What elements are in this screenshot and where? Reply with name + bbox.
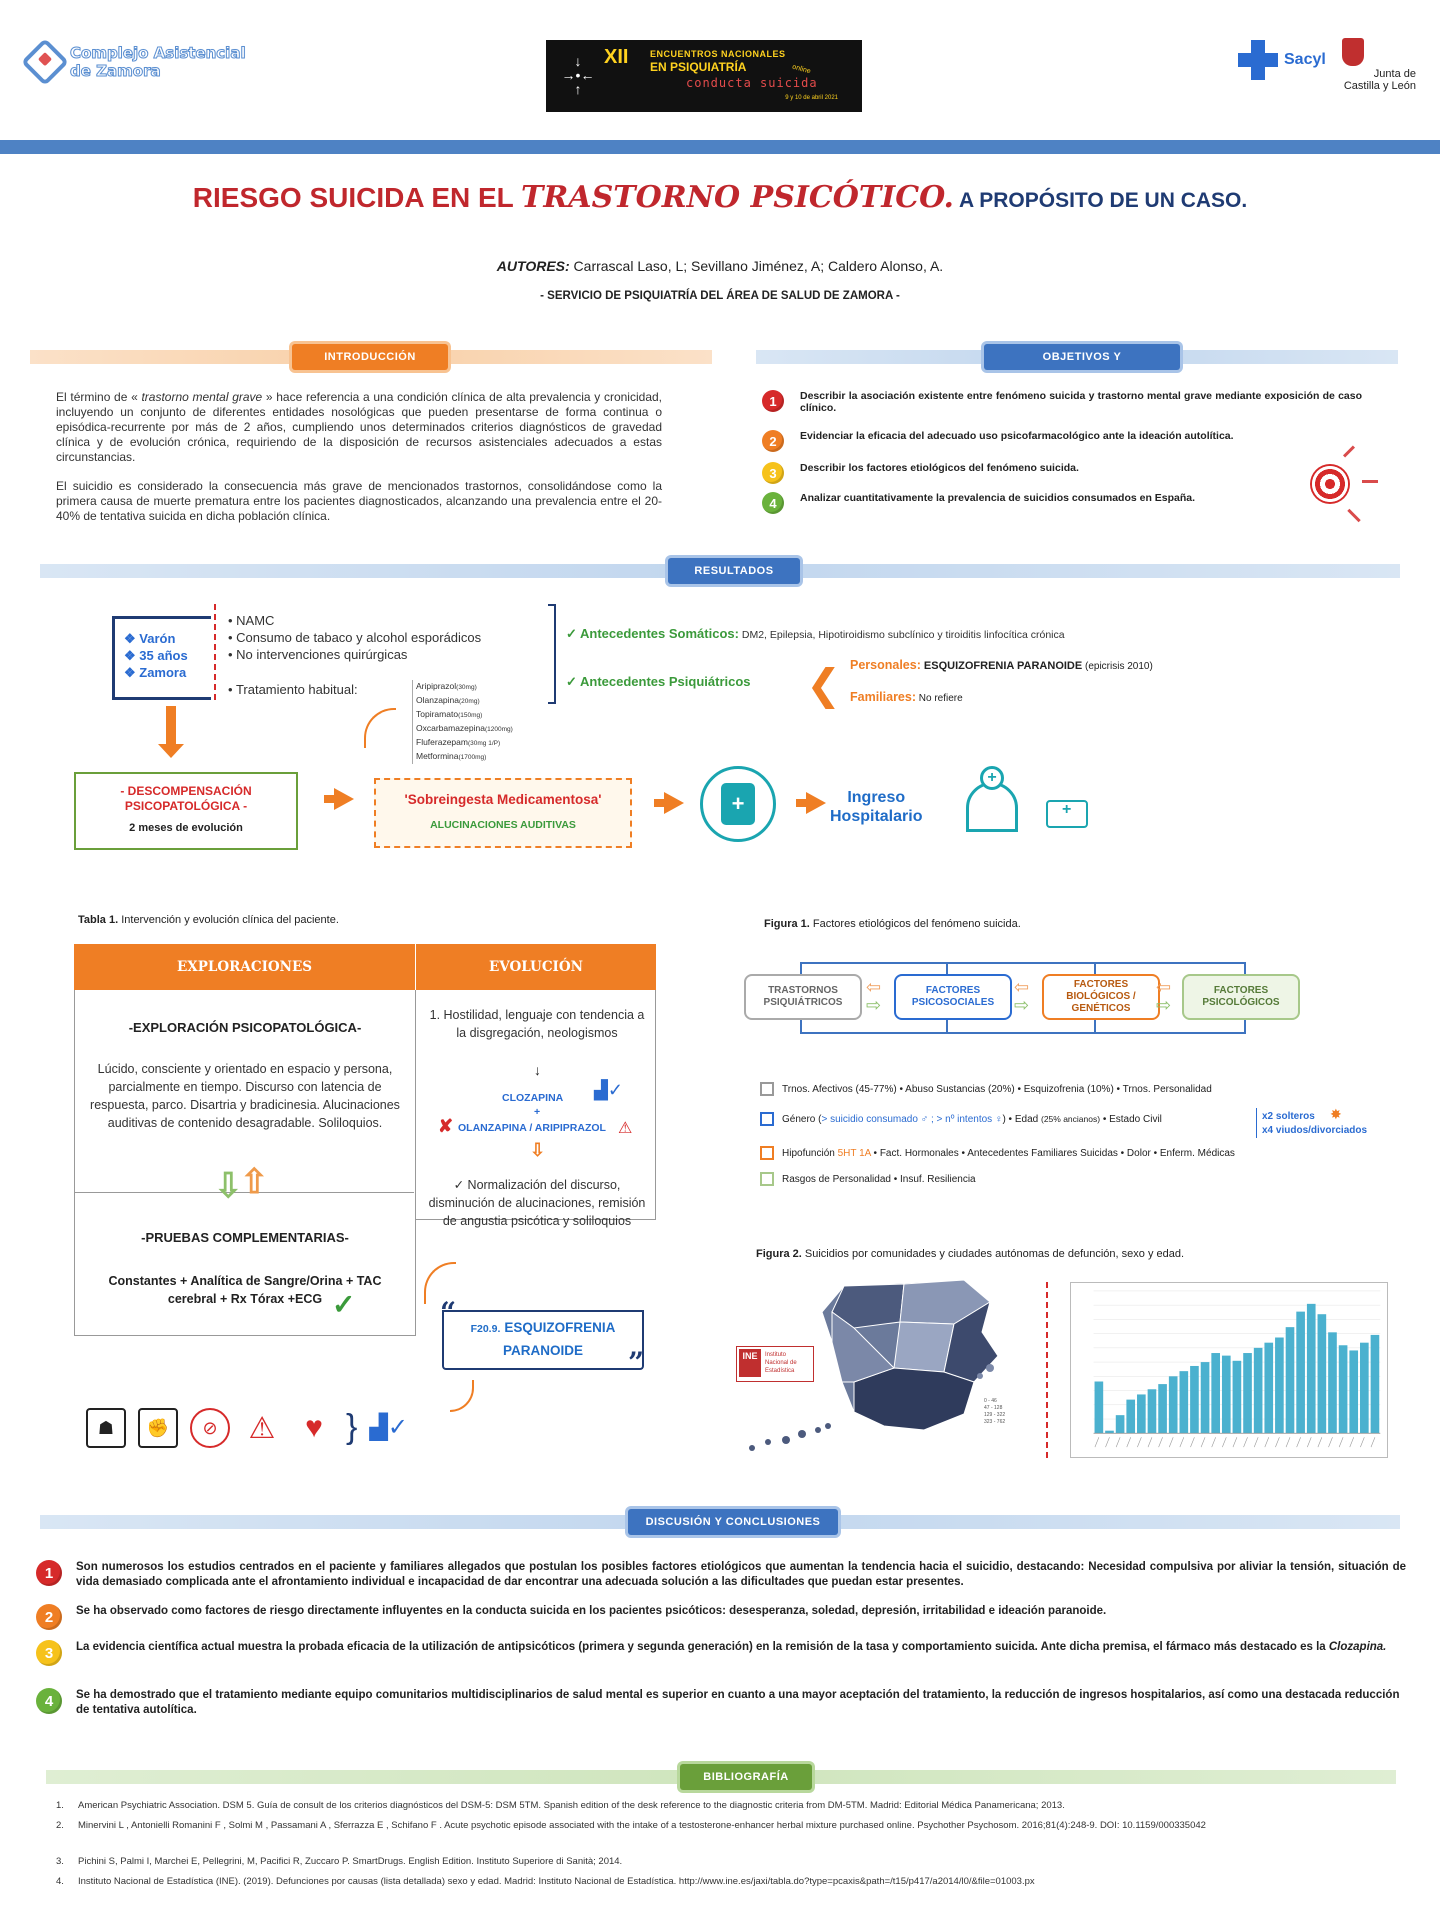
arrow-left-icon: ⇦ (1156, 977, 1172, 997)
diagnosis-code: F20.9. (470, 1323, 501, 1335)
antecedentes-psiquiatricos: ✓ Antecedentes Psiquiátricos (566, 674, 751, 689)
factor-row-psicosociales: Género (> suicidio consumado ♂ ; > nº intentos ♀) • Edad (25% ancianos) • Estado Civil (760, 1112, 1162, 1126)
conclusion-3: 3 La evidencia científica actual muestra la probada eficacia de la utilización de antipsicóticos (primera y segunda generación) en la remisión de la tasa y comportamiento suicida. Ante dicha premisa, el fármaco más destacado es la Clozapina. (36, 1640, 1406, 1666)
alucinaciones-label: ALUCINACIONES AUDITIVAS (430, 819, 576, 831)
objective-2: 2 Evidenciar la eficacia del adecuado uso psicofarmacológico ante la ideación autolítica. (762, 430, 1362, 452)
bar-24 (1339, 1345, 1348, 1433)
descomp-time: 2 meses de evolución (129, 822, 243, 834)
warning-icon: ⚠ (618, 1120, 633, 1137)
intro-label: INTRODUCCIÓN (292, 344, 448, 370)
symptom-icons (86, 1408, 408, 1448)
medication-bottle-icon (700, 766, 776, 842)
patient-info (124, 630, 188, 681)
authors-label: AUTORES: (496, 258, 570, 274)
number-4-icon: 4 (762, 492, 784, 514)
arrow-down-icon: ↓ (534, 1062, 541, 1078)
arrow-right-icon: ⇨ (1014, 995, 1030, 1015)
x-tick-mark (1212, 1437, 1216, 1447)
x-tick-mark (1201, 1437, 1205, 1447)
sacyl-logo (1238, 40, 1326, 80)
arrow-right-icon: ⇨ (1156, 995, 1172, 1015)
medical-history: • NAMC • Consumo de tabaco y alcohol esporádicos • No intervenciones quirúrgicas • Tratamiento habitual: (228, 612, 481, 698)
ambulance-icon (1046, 800, 1088, 828)
complejo-asistencial-logo (28, 44, 246, 80)
discussion-label: DISCUSIÓN Y CONCLUSIONES (628, 1509, 838, 1535)
med-item: Oxcarbamazepina(1200mg) (416, 723, 513, 733)
authors-names: Carrascal Laso, L; Sevillano Jiménez, A; Caldero Alonso, A. (569, 258, 944, 274)
factor-row-trastornos: Trnos. Afectivos (45-77%) • Abuso Sustancias (20%) • Esquizofrenia (10%) • Trnos. Personalidad (760, 1082, 1212, 1096)
hospital-icon: + (956, 762, 1028, 834)
title-part2: TRASTORNO PSICÓTICO. (521, 180, 954, 215)
bar-27 (1371, 1335, 1380, 1433)
heart-icon: ♥ (305, 1411, 323, 1444)
table1 (74, 944, 656, 1336)
treatment-label: • Tratamiento habitual: (228, 681, 481, 698)
chart-check-icon: ▟✓ (369, 1414, 408, 1441)
org-name-line1: Complejo Asistencial (70, 44, 246, 62)
arrow-up-icon: ⇧ (240, 1163, 269, 1201)
exploracion-text: Lúcido, consciente y orientado en espacio y persona, parcialmente en tiempo. Discurso con latencia de respuesta, parco. Disartria y bradicinesia. Alucinaciones auditivas de contenido desagradable. Soliloquios. (90, 1062, 400, 1130)
target-icon (1312, 466, 1348, 502)
figure2-caption: Figura 2. Suicidios por comunidades y ciudades autónomas de defunción, sexo y edad. (756, 1248, 1185, 1260)
arrow-right-icon (334, 788, 354, 810)
arrow-right-icon (664, 792, 684, 814)
event-logo (546, 40, 862, 112)
dashed-divider (214, 604, 216, 700)
figure1-caption: Figura 1. Factores etiológicos del fenómeno suicida. (764, 918, 1021, 930)
ingreso-hospitalario: Ingreso Hospitalario (830, 789, 923, 825)
x-tick-mark (1339, 1437, 1343, 1447)
bar-12 (1211, 1353, 1220, 1433)
x-tick-mark (1127, 1437, 1131, 1447)
number-2-icon: 2 (762, 430, 784, 452)
factor-box-trastornos: TRASTORNOS PSIQUIÁTRICOS (744, 974, 862, 1020)
arrow-down-icon (166, 706, 176, 746)
chart-check-icon: ▟✓ (594, 1080, 623, 1100)
x-tick-mark (1318, 1437, 1322, 1447)
bar-14 (1233, 1361, 1242, 1433)
arrow-right-icon: ⇨ (866, 995, 882, 1015)
curved-arrow-icon (364, 708, 396, 748)
target-ray (1362, 480, 1378, 483)
junta-line1: Junta de (1373, 68, 1416, 80)
complejo-logo-icon (21, 38, 69, 86)
ine-logo: INE Instituto Nacional de Estadística (736, 1346, 814, 1382)
bar-4 (1126, 1400, 1135, 1434)
suicides-bar-chart (1070, 1282, 1388, 1458)
person-desk-icon: ☗ (86, 1408, 126, 1448)
bar-18 (1275, 1338, 1284, 1434)
descompensacion-box: - DESCOMPENSACIÓN PSICOPATOLÓGICA - 2 meses de evolución (74, 772, 298, 850)
objective-4: 4 Analizar cuantitativamente la prevalencia de suicidios consumados en España. (762, 492, 1362, 514)
bar-16 (1254, 1348, 1263, 1433)
patient-place: ❖ Zamora (124, 665, 187, 680)
conclusion-4: 4 Se ha demostrado que el tratamiento mediante equipo comunitarios multidisciplinarios de salud mental es superior en cuanto a una mayor aceptación del tratamiento, la reducción de ingresos hospitalarios, así como una destacada reducción de tentativa autolítica. (36, 1688, 1406, 1718)
bar-6 (1148, 1389, 1157, 1433)
bar-15 (1243, 1353, 1252, 1433)
number-1-icon: 1 (762, 390, 784, 412)
quote-close-icon: ” (628, 1346, 645, 1379)
table1-caption: Tabla 1. Intervención y evolución clínica del paciente. (78, 914, 339, 926)
x-tick-mark (1265, 1437, 1269, 1447)
quote-open-icon: “ (440, 1296, 457, 1329)
conclusion-2: 2 Se ha observado como factores de riesgo directamente influyentes en la conducta suicida en los pacientes psicóticos: desesperanza, soledad, depresión, irritabilidad e ideación paranoide. (36, 1604, 1406, 1630)
med-item: Topiramato(150mg) (416, 709, 483, 719)
header-divider (0, 140, 1440, 154)
brace-icon: } (346, 1408, 358, 1446)
title-part3: A PROPÓSITO DE UN CASO. (953, 189, 1248, 212)
authors (0, 258, 1440, 274)
number-3-icon: 3 (762, 462, 784, 484)
x-tick-mark (1137, 1437, 1141, 1447)
x-tick-mark (1307, 1437, 1311, 1447)
number-4-icon: 4 (36, 1688, 62, 1714)
dashed-divider (1046, 1282, 1048, 1458)
reference-3: 3. Pichini S, Palmi I, Marchei E, Pellegrini, M, Pacifici R, Zuccaro P. SmartDrugs. English Edition. Instituto Superiore di Sanità; 2014. (56, 1856, 623, 1867)
arrow-left-icon: ⇦ (1014, 977, 1030, 997)
estado-civil-values: x2 solteros x4 viudos/divorciados (1262, 1111, 1368, 1136)
bar-17 (1264, 1343, 1273, 1434)
event-roman: XII (604, 46, 629, 68)
x-tick-mark (1244, 1437, 1248, 1447)
sobreingesta-box (374, 778, 632, 848)
sacyl-cross-icon (1238, 40, 1278, 80)
conclusion-1: 1 Son numerosos los estudios centrados en el paciente y familiares allegados que postulan los posibles factores etiológicos que aumentan la tendencia hacia el suicidio, destacando: Necesidad compulsiva por aliviar la tensión, situación de vida demasiado complicada ante el afrontamiento individual e incapacidad de dar encontrar una adecuada solución a las dificultades que puedan estar presentes. (36, 1560, 1406, 1590)
poster-title (0, 180, 1440, 215)
map-legend: 0 - 46 47 - 128 129 - 322 323 - 762 (984, 1398, 1006, 1425)
reference-1: 1. American Psychiatric Association. DSM 5. Guía de consult de los criterios diagnósticos del DSM-5: DSM 5TM. Spanish edition of the desk reference to the diagnostic criteria from DM-5TM. Madrid: Editorial Médica Panamericana; 2013. (56, 1800, 1065, 1811)
medication-list (412, 680, 513, 764)
x-tick-mark (1148, 1437, 1152, 1447)
title-part1: RIESGO SUICIDA EN EL (192, 182, 522, 213)
history-bracket (548, 604, 556, 704)
reference-2: 2. Minervini L , Antonielli Romanini F , Solmi M , Passamani A , Sferrazza E , Schifano F . Acute psychotic episode associated with the intake of a testosterone-enhancer herbal mixture purchased online. Psychother Psychosom. 2016;81(4):248-9. DOI: 10.1159/000335042 (56, 1820, 1206, 1831)
strength-icon: ✊ (138, 1408, 178, 1448)
event-line1: ENCUENTROS NACIONALES (650, 49, 786, 59)
bar-21 (1307, 1304, 1316, 1433)
reference-4: 4. Instituto Nacional de Estadística (INE). (2019). Defunciones por causas (lista detallada) sexo y edad. Madrid: Instituto Nacional de Estadística. http://www.ine.es/jaxi/tabla.do?type=pcaxis&path=/t15/p417/a2014/l0/&file=01003.px (56, 1876, 1035, 1887)
personales: Personales: ESQUIZOFRENIA PARANOIDE (epicrisis 2010) (850, 658, 1153, 672)
bar-11 (1201, 1362, 1210, 1433)
x-tick-mark (1106, 1437, 1110, 1447)
bar-1 (1095, 1382, 1104, 1434)
canary-islands (738, 1420, 838, 1456)
event-line2: EN PSIQUIATRÍA (650, 60, 747, 74)
objectives-label: OBJETIVOS Y METODOLOGÍA (984, 344, 1180, 370)
ine-mark: INE (739, 1349, 761, 1377)
results-label: RESULTADOS (668, 558, 800, 584)
x-tick-mark (1169, 1437, 1173, 1447)
arrow-right-icon (806, 792, 826, 814)
sacyl-name: Sacyl (1284, 51, 1326, 68)
x-tick-mark (1233, 1437, 1237, 1447)
number-2-icon: 2 (36, 1604, 62, 1630)
x-tick-mark (1350, 1437, 1354, 1447)
patient-age: ❖ 35 años (124, 648, 188, 663)
evolucion-1: 1. Hostilidad, lenguaje con tendencia a la disgregación, neologismos (429, 1008, 645, 1040)
junta-line2: Castilla y León (1343, 80, 1416, 92)
arrow-left-icon: ⇦ (866, 977, 882, 997)
x-tick-mark (1371, 1437, 1375, 1447)
event-line3: conducta suicida (686, 76, 818, 90)
x-tick-mark (1095, 1437, 1099, 1447)
x-tick-mark (1329, 1437, 1333, 1447)
evolucion-2: ✓ Normalización del discurso, disminución de alucinaciones, remisión de angustia psicótica y soliloquios (428, 1178, 646, 1228)
diagnosis-box: F20.9. ESQUIZOFRENIA PARANOIDE (442, 1310, 644, 1370)
med-item: Fluferazepam(30mg 1/P) (416, 737, 501, 747)
intro-p1: El término de « trastorno mental grave » hace referencia a una condición clínica de alta prevalencia y cronicidad, incluyendo un conjunto de diferentes entidades nosológicas que pueden presentarse de forma continua o episódica-recurrente por más de 2 años, cumpliendo unos determinados criterios diagnósticos de gravedad clínica y de evolución crónica, requiriendo de la disposición de recursos asistenciales adecuados a estas circunstancias. (56, 390, 662, 464)
no-smoking-icon: ⊘ (190, 1408, 230, 1448)
check-icon: ✓ (332, 1289, 356, 1320)
bar-20 (1296, 1312, 1305, 1434)
x-tick-mark (1190, 1437, 1194, 1447)
x-tick-mark (1254, 1437, 1258, 1447)
factor-row-psicologicos: Rasgos de Personalidad • Insuf. Resiliencia (760, 1172, 976, 1186)
clozapina: CLOZAPINA (502, 1092, 564, 1104)
poster-header (0, 0, 1440, 140)
antecedentes-somaticos: ✓ Antecedentes Somáticos: DM2, Epilepsia, Hipotiroidismo subclínico y tiroiditis linfocítica crónica (566, 626, 1065, 641)
bar-10 (1190, 1366, 1199, 1433)
event-online: online (791, 63, 812, 76)
olanzapina: OLANZAPINA / ARIPIPRAZOL (458, 1122, 606, 1134)
arrows-icon: ↓ →•← ↑ (561, 53, 595, 97)
header-exploraciones: EXPLORACIONES (74, 944, 416, 990)
org-name-line2: de Zamora (70, 62, 161, 80)
objective-1: 1 Describir la asociación existente entre fenómeno suicida y trastorno mental grave mediante exposición de caso clínico. (762, 390, 1362, 414)
x-tick-mark (1360, 1437, 1364, 1447)
bar-8 (1169, 1376, 1178, 1433)
arrow-down-icon: ⇩ (214, 1167, 243, 1205)
objective-3: 3 Describir los factores etiológicos del fenómeno suicida. (762, 462, 1362, 484)
event-dates: 9 y 10 de abril 2021 (785, 95, 838, 101)
intro-p2: El suicidio es considerado la consecuencia más grave de mencionados trastornos, consolidándose como la primera causa de muerte prematura entre los pacientes diagnosticados, alcanzando una prevalencia entre el 20-40% de tentativa suicida en dicha población clínica. (56, 479, 662, 523)
warning-triangle-icon: ⚠ (248, 1411, 276, 1445)
spain-map (814, 1272, 1004, 1448)
x-tick-mark (1180, 1437, 1184, 1447)
med-item: Metformina(1700mg) (416, 751, 487, 761)
bar-9 (1179, 1371, 1188, 1433)
x-tick-mark (1286, 1437, 1290, 1447)
chevron-left-icon: ❮ (806, 660, 842, 709)
service: - SERVICIO DE PSIQUIATRÍA DEL ÁREA DE SALUD DE ZAMORA - (540, 290, 900, 302)
bar-5 (1137, 1394, 1146, 1433)
factor-box-psicologicos: FACTORES PSICOLÓGICOS (1182, 974, 1300, 1020)
factor-box-biologicos: FACTORES BIOLÓGICOS / GENÉTICOS (1042, 974, 1160, 1020)
x-mark-icon: ✘ (438, 1116, 454, 1136)
pruebas-text: Constantes + Analítica de Sangre/Orina + TAC cerebral + Rx Tórax +ECG (108, 1274, 382, 1306)
pruebas-title: -PRUEBAS COMPLEMENTARIAS- (141, 1230, 349, 1245)
header-evolucion: EVOLUCIÓN (416, 944, 656, 990)
x-tick-mark (1116, 1437, 1120, 1447)
exploracion-title: -EXPLORACIÓN PSICOPATOLÓGICA- (128, 1020, 362, 1035)
sobreingesta-label: 'Sobreingesta Medicamentosa' (404, 792, 602, 807)
bar-7 (1158, 1384, 1167, 1433)
med-item: Olanzapina(20mg) (416, 695, 480, 705)
bibliography-label: BIBLIOGRAFÍA (680, 1764, 812, 1790)
bar-26 (1360, 1343, 1369, 1434)
x-tick-mark (1159, 1437, 1163, 1447)
bar-19 (1286, 1327, 1295, 1433)
number-1-icon: 1 (36, 1560, 62, 1586)
number-3-icon: 3 (36, 1640, 62, 1666)
med-item: Aripiprazol(30mg) (416, 681, 477, 691)
familiares: Familiares: No refiere (850, 690, 963, 704)
junta-shield-icon (1342, 38, 1364, 66)
bar-22 (1318, 1314, 1327, 1433)
plus: + (534, 1106, 541, 1118)
x-tick-mark (1297, 1437, 1301, 1447)
x-tick-mark (1275, 1437, 1279, 1447)
x-tick-mark (1222, 1437, 1226, 1447)
factor-box-psicosociales: FACTORES PSICOSOCIALES (894, 974, 1012, 1020)
bar-13 (1222, 1356, 1231, 1434)
curved-arrow-icon (450, 1380, 474, 1412)
burst-icon: ✸ (1330, 1106, 1342, 1122)
intro-text (56, 390, 662, 538)
bar-25 (1349, 1350, 1358, 1433)
arrow-down-icon: ⇩ (530, 1140, 546, 1160)
bar-3 (1116, 1415, 1125, 1433)
patient-sex: ❖ Varón (124, 631, 176, 646)
bar-23 (1328, 1332, 1337, 1433)
factor-row-biologicos: Hipofunción 5HT 1A • Fact. Hormonales • Antecedentes Familiares Suicidas • Dolor • Enferm. Médicas (760, 1146, 1235, 1160)
